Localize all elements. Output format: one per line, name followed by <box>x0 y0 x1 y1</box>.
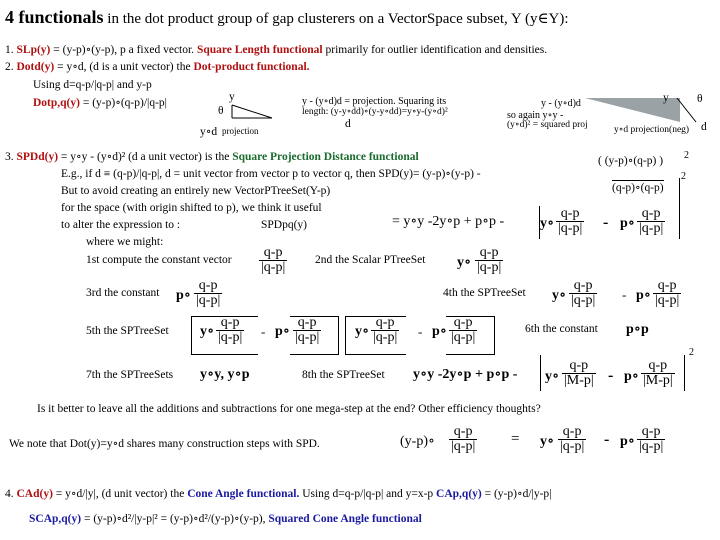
s3-eighth-bracket-left <box>540 355 541 391</box>
s3-third-frac <box>194 279 222 308</box>
s3-eighth: 8th the SPTreeSet <box>302 369 385 381</box>
frac-num: q-p <box>641 206 661 221</box>
s4-cap-label: CAp,q(y) <box>436 488 482 500</box>
s3-second: 2nd the Scalar PTreeSet <box>315 254 426 266</box>
frac-num: q-p <box>648 358 668 373</box>
frac-den: |q-p| <box>571 293 596 308</box>
s3-space: for the space (with origin shifted to p), we think it useful <box>61 202 322 214</box>
fig1-projection: projection <box>222 126 259 136</box>
title-rest: in the dot product group of gap clusterers on a VectorSpace subset, Y (y∈Y): <box>103 11 569 27</box>
frac-den: |M-p| <box>564 373 594 388</box>
frac-den: |q-p| <box>218 330 243 345</box>
s3-note-frac2 <box>637 425 665 454</box>
s3-sixth: 6th the constant <box>525 323 598 335</box>
frac-num: q-p <box>453 424 473 439</box>
s3-first-frac <box>259 246 287 275</box>
s3-note: We note that Dot(y)=y∘d shares many construction steps with SPD. <box>9 438 320 450</box>
s3-sixth-bracket-right <box>446 316 495 355</box>
frac-den: |q-p| <box>451 330 476 345</box>
s3-note-eq: = <box>511 431 520 447</box>
s4-sca <box>29 513 422 526</box>
fig2-d: d <box>701 121 707 133</box>
s3-alter: to alter the expression to : <box>61 219 181 231</box>
s3-sixth-val: p∘p <box>626 322 649 337</box>
s4-label: CAd(y) <box>16 488 53 500</box>
s2-name: Dot-product functional. <box>193 61 310 73</box>
s4-sca-text: = (y-p)∘d²/|y-p|² = (y-p)∘d²/(y-p)∘(y-p), <box>81 513 269 525</box>
s3-where: where we might: <box>86 236 164 248</box>
s3-name: Square Projection Distance functional <box>232 151 419 163</box>
s3-question: Is it better to leave all the additions and subtractions for one mega-step at the end? Other efficiency thoughts? <box>37 403 541 415</box>
s3-sixth-minus: - <box>418 324 423 339</box>
s3-fifth-frac1 <box>216 316 244 345</box>
s3-fifth-bracket-right <box>290 316 339 355</box>
s3-bracket-right <box>679 178 680 239</box>
s3-fourth-frac1 <box>569 279 597 308</box>
s3-third-p: p∘ <box>176 288 192 303</box>
s3-fifth-y: y∘ <box>200 324 215 339</box>
s2-dotpq-text: = (y-p)∘(q-p)/|q-p| <box>79 97 167 109</box>
s3-fourth-y: y∘ <box>552 288 567 303</box>
frac-num: q-p <box>220 315 240 330</box>
frac-den: |q-p| <box>261 260 286 275</box>
s3-eg: E.g., if d ≡ (q-p)/|q-p|, d = unit vector from vector p to vector q, then SPD(y)= (y-p)∘(y-p) - <box>61 168 481 180</box>
s3-fifth-minus: - <box>261 324 266 339</box>
s2-using: Using d=q-p/|q-p| and y-p <box>33 79 152 91</box>
fig1-theta: θ <box>218 105 224 117</box>
s3-note-lhs: (y-p)∘ <box>400 434 435 449</box>
s3-note-frac0 <box>449 425 477 454</box>
s3-text: = y∘y - (y∘d)² (d a unit vector) is the <box>58 151 233 163</box>
s4-name: Cone Angle functional. <box>187 488 300 500</box>
s3-second-frac <box>475 246 503 275</box>
s3-fourth: 4th the SPTreeSet <box>443 287 526 299</box>
s1-tail: primarily for outlier identification and densities. <box>322 44 548 56</box>
s3-eighth-p: p∘ <box>624 369 640 384</box>
frac-num: q-p <box>263 245 283 260</box>
frac-den: |q-p| <box>560 439 585 454</box>
s4-text: = y∘d/|y|, (d unit vector) the <box>52 488 188 500</box>
s3-eighth-minus: - <box>608 367 614 384</box>
frac-num: q-p <box>375 315 395 330</box>
s3-sixth-frac1 <box>371 316 399 345</box>
s2-label: Dotd(y) <box>16 61 55 73</box>
frac-num: q-p <box>657 278 677 293</box>
fig2-theta: θ <box>697 93 703 105</box>
s4-using: Using d=q-p/|q-p| and y=x-p <box>299 488 437 500</box>
s3-eq-frac2 <box>637 207 665 236</box>
frac-den: |q-p| <box>655 293 680 308</box>
frac-num: q-p <box>297 315 317 330</box>
frac-num: q-p <box>453 315 473 330</box>
s3-eighth-val: y∘y -2y∘p + p∘p - <box>413 367 518 382</box>
s2-text: = y∘d, (d is a unit vector) the <box>54 61 194 73</box>
s3-frac-num: ( (y-p)∘(q-p) ) <box>598 155 664 167</box>
mid-note-line1: y - (y∘d)d = projection. Squaring its <box>302 96 447 107</box>
s3-frac-sup: 2 <box>684 150 689 161</box>
frac-den: |q-p| <box>451 439 476 454</box>
s3-fifth-p: p∘ <box>275 324 291 339</box>
s1-label: SLp(y) <box>16 44 51 56</box>
section-3 <box>5 151 419 164</box>
s3-eighth-bracket-right <box>684 355 685 391</box>
s3-frac-den: (q-p)∘(q-p) <box>612 182 664 194</box>
s3-label: SPDd(y) <box>16 151 59 163</box>
frac-num: q-p <box>641 424 661 439</box>
s3-seventh: 7th the SPTreeSets <box>86 369 174 381</box>
s3-sup2: 2 <box>681 171 686 182</box>
s1-prefix: 1. <box>5 44 17 56</box>
right-note-line2: so again y∘y - <box>507 110 564 121</box>
s3-eq-frac1 <box>556 207 584 236</box>
fig1-yd: y∘d <box>200 126 218 138</box>
s4-cap-text: = (y-p)∘d/|y-p| <box>481 488 552 500</box>
right-note-line1: y - (y∘d)d <box>541 98 581 109</box>
s3-note-y: y∘ <box>540 434 555 449</box>
s4-sca-name: Squared Cone Angle functional <box>268 513 422 525</box>
mid-note-line2: length: (y-y∘dd)∘(y-y∘dd)=y∘y-(y∘d)² <box>302 107 448 117</box>
frac-num: q-p <box>560 206 580 221</box>
s3-eighth-y: y∘ <box>545 369 560 384</box>
s4-sca-label: SCAp,q(y) <box>29 513 82 525</box>
mid-note-d: d <box>345 118 351 130</box>
s3-note-frac1 <box>558 425 586 454</box>
s3-eq-y: y∘ <box>540 216 555 231</box>
s3-prefix: 3. <box>5 151 17 163</box>
s3-eighth-frac2 <box>641 359 675 388</box>
section-4 <box>5 488 551 501</box>
right-note-line3: (y∘d)² = squared proj <box>507 120 588 130</box>
s3-fourth-p: p∘ <box>636 288 652 303</box>
s4-prefix: 4. <box>5 488 17 500</box>
fig2-y: y <box>663 92 669 104</box>
frac-num: q-p <box>569 358 589 373</box>
frac-den: |q-p| <box>373 330 398 345</box>
s3-bracket-left <box>539 206 540 239</box>
s3-avoid: But to avoid creating an entirely new VectorPTreeSet(Y-p) <box>61 185 331 197</box>
frac-den: |q-p| <box>639 439 664 454</box>
s1-name: Square Length functional <box>196 44 323 56</box>
frac-den: |q-p| <box>558 221 583 236</box>
frac-den: |M-p| <box>643 373 673 388</box>
s3-fourth-minus: - <box>622 287 627 302</box>
s2-dotpq-label: Dotp,q(y) <box>33 97 80 109</box>
s3-spd-label <box>261 219 307 232</box>
s3-fourth-frac2 <box>653 279 681 308</box>
frac-den: |q-p| <box>639 221 664 236</box>
fig2-label: y∘d projection(neg) <box>614 125 690 135</box>
s3-eighth-sup: 2 <box>689 347 694 358</box>
frac-num: q-p <box>198 278 218 293</box>
frac-den: |q-p| <box>196 293 221 308</box>
s3-second-y: y∘ <box>457 255 472 270</box>
s3-third: 3rd the constant <box>86 287 160 299</box>
frac-den: |q-p| <box>295 330 320 345</box>
frac-den: |q-p| <box>477 260 502 275</box>
s3-eq: = y∘y -2y∘p + p∘p - <box>392 214 505 229</box>
frac-num: q-p <box>562 424 582 439</box>
s3-note-minus: - <box>604 431 610 448</box>
frac-num: q-p <box>573 278 593 293</box>
title-main: 4 functionals <box>5 7 104 27</box>
s2-prefix: 2. <box>5 61 17 73</box>
s1-text: = (y-p)∘(y-p), p a fixed vector. <box>50 44 197 56</box>
s3-note-p: p∘ <box>620 434 636 449</box>
s3-spd-label-text: SPDpq(y) <box>261 219 308 231</box>
s3-first: 1st compute the constant vector <box>86 254 232 266</box>
s3-fifth: 5th the SPTreeSet <box>86 325 169 337</box>
s3-eq-minus: - <box>603 214 609 231</box>
s3-sixth-p: p∘ <box>432 324 448 339</box>
s3-eq-p: p∘ <box>620 216 636 231</box>
fig1-y: y <box>229 91 235 103</box>
s3-seventh-val: y∘y, y∘p <box>200 367 250 382</box>
s3-sixth-y: y∘ <box>355 324 370 339</box>
s3-eighth-frac1 <box>562 359 596 388</box>
frac-num: q-p <box>479 245 499 260</box>
